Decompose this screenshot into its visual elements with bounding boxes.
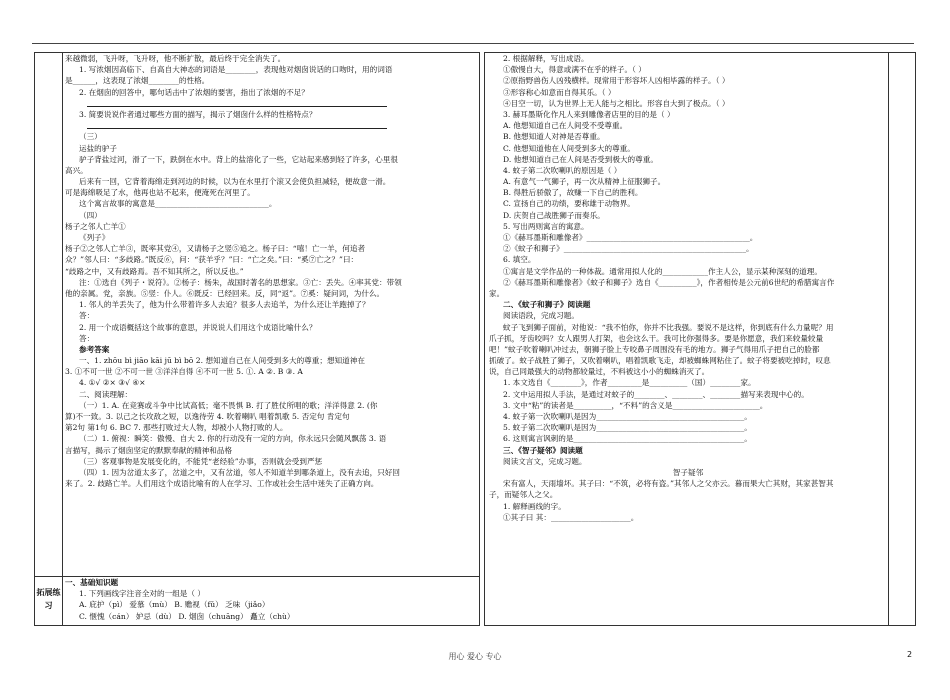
section-heading: 三、《智子疑邻》阅读题 xyxy=(503,445,583,455)
answer-line: 第2句 第1句 6. BC 7. 那些打败过大人物，却被小人物打败的人。 xyxy=(65,423,288,433)
passage-line: 吧！”蚊子吹着喇叭冲过去，朝狮子脸上专咬鼻子周围没有毛的地方。狮子气得用爪子把自己的脸都 xyxy=(489,344,820,354)
notes: 注：①选自《列子・说符》。②杨子：杨朱，战国时著名的思想家。③亡：丢失。④率其党：带领 xyxy=(79,277,402,287)
right-column xyxy=(484,52,916,626)
left-side-cell-extension xyxy=(35,576,63,626)
basic-knowledge-heading: 一、基础知识题 xyxy=(65,578,119,587)
question-5: 5. 写出两则寓言的寓意。 xyxy=(503,221,589,231)
question-5: 5. 蚊子第二次吹喇叭是因为_______________________________________。 xyxy=(503,423,752,433)
left-side-cell xyxy=(35,53,63,576)
question-2: 2. 在烟囱的回答中，哪句话击中了浓烟的要害，指出了浓烟的不足？ xyxy=(79,87,309,97)
right-text xyxy=(489,53,887,523)
option-a: A. 有意气一气狮子，再一次从精神上征服狮子。 xyxy=(503,177,666,187)
question-2: 2. 文中运用拟人手法，是通过对蚊子的________、________、________描写来表现中心的。 xyxy=(503,389,809,399)
option-c: C. 宣扬自己的功绩，要称雄于动物界。 xyxy=(503,199,635,209)
text-line: ②《赫耳墨斯和雕像者》《蚊子和狮子》选自《__________》，作者相传是公元前6世纪的希腊寓言作 xyxy=(503,277,835,287)
question-1: 1. 下列画线字注音全对的一组是（ ） xyxy=(79,589,205,599)
passage-title: 智子疑邻 xyxy=(672,467,704,477)
text-line: 驴子背盐过河，滑了一下，跌倒在水中。背上的盐溶化了一些，它站起来感到轻了许多，心里很 xyxy=(79,154,398,164)
answer-line: 一、1. zhōu bì jiāo kāi jū bì bō 2. 想知道自己在人间受到多大的尊重；想知道神在 xyxy=(79,356,365,366)
section-number: （四） xyxy=(79,210,102,220)
right-side-cell xyxy=(888,53,915,625)
text-line: 是______，这表现了浓烟________的性格。 xyxy=(65,76,210,86)
text-line: 家。 xyxy=(489,288,505,298)
extension-practice xyxy=(65,577,475,622)
text-line: ③形容称心如意而自得其乐。（ ） xyxy=(503,87,616,97)
question-1: 1. 解释画线的字。 xyxy=(503,501,566,511)
text-line: ②《蚊子和狮子》________________________________________________。 xyxy=(503,244,754,254)
text-line: ④目空一切，认为世界上无人能与之相比。形容自大到了极点。（ ） xyxy=(503,98,730,108)
text-line: 杨子②之邻人亡羊③，既率其党④，又请杨子之竖⑤追之。杨子曰：“嘻！亡一羊，何追者 xyxy=(65,244,366,254)
question-6: 6. 这则寓言讽刺的是_____________________________________________。 xyxy=(503,434,752,444)
option-row: A. 庇护（pì） 爱慕（mù） B. 赡视（fǔ） 乏味（jiǎo） xyxy=(79,600,270,610)
instruction: 阅读语段，完成习题。 xyxy=(503,311,579,321)
text-line: ②原指野兽伤人凶残横样。现常用于形容坏人凶相毕露的样子。（ ） xyxy=(503,76,730,86)
passage-line: 说，自己同最强大的动物都较量过，不料被这小小的蜘蛛消灭了。 xyxy=(489,367,710,377)
answer-line: （一）1. A. 在竞赛或斗争中比试高低；毫不畏惧 B. 打了胜仗所唱的歌；洋洋得意 2. (你 xyxy=(79,400,378,410)
text-line: “歧路之中，又有歧路焉。吾不知其所之，所以反也。” xyxy=(65,266,244,276)
question-3: 3. 文中“粘”的读者是__________，“不料”的含义是_______________________。 xyxy=(503,400,768,410)
page-number: 2 xyxy=(907,650,913,659)
text-line: 众？”邻人曰：“多歧路。”既反⑥，问：“获羊乎？”曰：“亡之矣。”曰：“奚⑦亡之？”曰： xyxy=(65,255,359,265)
answer-line: 二、阅读理解： xyxy=(79,389,133,399)
instruction: 阅读文言文，完成习题。 xyxy=(503,456,587,466)
text-line: 后来有一回，它背着海绵走到河边的时候，以为在水里打个滚又会使负担减轻，便故意一滑。 xyxy=(79,177,391,187)
option-d: D. 庆贺自己战胜狮子而奏乐。 xyxy=(503,210,605,220)
answer-line: 3. ①不可一世 ②不可一世 ③洋洋自得 ④不可一世 5. ①. A ②. B ③. A xyxy=(65,367,303,377)
text-line: ①寓言是文学作品的一种体裁。通常用拟人化的____________作主人公，显示某种深刻的道理。 xyxy=(503,266,822,276)
answer-line xyxy=(65,120,475,131)
text-line: 高兴。 xyxy=(65,165,88,175)
story-source: 《列子》 xyxy=(79,233,110,242)
question-4: 4. 蚊子第二次吹喇叭的原因是（ ） xyxy=(503,165,622,175)
question-6: 6. 填空。 xyxy=(503,255,536,265)
question-moral: 这个寓言故事的寓意是______________________________。 xyxy=(79,199,277,209)
question-4: 4. 蚊子第一次吹喇叭是因为_______________________________________。 xyxy=(503,412,752,421)
answer-line xyxy=(65,98,475,109)
reference-answers-heading: 参考答案 xyxy=(79,344,110,354)
section-number: （三） xyxy=(79,132,102,142)
question-1: 1. 本文选自《________》，作者_________是__________（国）________家。 xyxy=(503,378,756,388)
answer-line: （四）1. 因为岔道太多了，岔道之中，又有岔道，邻人不知道羊到哪条道上，没有去追，只好回 xyxy=(79,467,400,477)
option-d: D. 他想知道自己在人间是否受到极大的尊重。 xyxy=(503,154,658,164)
answer-line: 算)不一致。3. 以己之长攻敌之短，以逸待劳 4. 吹着喇叭 唱着凯歌 5. 否定句 肯定句 xyxy=(65,412,350,421)
story-title: 运盐的驴子 xyxy=(79,143,117,153)
text-line: ①《赫耳墨斯和雕像者》___________________________________________。 xyxy=(503,233,758,242)
question-3: 3. 简要说说作者通过哪些方面的描写，揭示了烟囱什么样的性格特点？ xyxy=(79,109,317,119)
notes: 他的亲属。党，亲族。⑤竖：仆人。⑥既反：已经回来。反，同“返”。⑦奚：疑问词，为什么。 xyxy=(65,288,385,298)
extension-practice-label: 拓展练习 xyxy=(36,588,61,610)
story-title: 杨子之邻人亡羊① xyxy=(65,221,126,231)
passage-line: 蚊子飞到狮子面前，对他说：“我不怕你，你并不比我强。要说不是这样，你到底有什么力量呢？用 xyxy=(503,322,834,332)
option-row: C. 惬愧（cán） 妒忌（dù） D. 烟囱（chuāng） 矗立（chù） xyxy=(79,611,295,621)
text-line: 来越微弱，飞升呀，飞升呀，他不断扩散，最后终于完全消失了。 xyxy=(65,54,286,63)
question-1: 1. 写浓烟因高临下、自高自大神态的词语是________，表现他对烟囱说话的口吻时，用的词语 xyxy=(79,65,393,75)
passage-line: 子，而疑邻人之父。 xyxy=(489,490,558,500)
option-b: B. 得胜后骄傲了，故赚一下自己的胜利。 xyxy=(503,188,643,198)
text-line: ①傲慢自大，得意或满不在乎的样子。（ ） xyxy=(503,65,646,75)
text-line: 可是海绵吸足了水，他再也站不起来，便淹死在河里了。 xyxy=(65,188,255,198)
left-text xyxy=(65,53,475,489)
passage-line: 爪子抓，牙齿咬吗？女人跟男人打架，也会这么干。我可比你强得多。要是你愿意，我们来较量较量 xyxy=(489,333,824,343)
question-1: 1. 邻人的羊丢失了，他为什么带着许多人去追？很多人去追羊，为什么还让羊跑掉了？ xyxy=(79,300,370,310)
header-rule xyxy=(32,43,914,44)
left-column xyxy=(34,52,480,626)
answer-prompt: 答： xyxy=(79,333,95,343)
answer-prompt: 答： xyxy=(79,311,95,321)
passage-line: 抓破了。蚊子战胜了狮子，又吹着喇叭，唱着凯歌飞走，却被蜘蛛网粘住了。蚊子将要被吃掉时，叹息 xyxy=(489,356,831,366)
question-3: 3. 赫耳墨斯化作凡人来到雕像者店里的目的是（ ） xyxy=(503,109,675,119)
option-a: A. 他想知道自己在人间受不受尊重。 xyxy=(503,121,628,131)
option-c: C. 他想知道他在人间受到多大的尊重。 xyxy=(503,143,635,153)
answer-line: （二）1. 俯视：瞬笑：傲慢、自大 2. 你的行动没有一定的方向，你永远只会随风飘荡 3. 语 xyxy=(79,434,387,444)
text-line: ①其子曰 其：_____________________。 xyxy=(503,512,639,522)
page-footer: 用心 爱心 专心 xyxy=(448,652,502,661)
option-b: B. 他想知道人对神是否尊重。 xyxy=(503,132,605,142)
answer-line: （三）客观事物是发展变化的，不能凭“老经验”办事，否则就会受到严惩 xyxy=(79,456,323,466)
answer-line: 言描写，揭示了烟囱坚定的默默奉献的精神和品格 xyxy=(65,445,233,455)
answer-line: 4. ①√ ②× ③√ ④× xyxy=(79,378,146,388)
answer-line: 来了。2. 歧路亡羊。人们用这个成语比喻有的人在学习、工作或社会生活中迷失了正确方向。 xyxy=(65,479,379,489)
section-heading: 二、《蚊子和狮子》阅读题 xyxy=(503,300,591,310)
question-2: 2. 根据解释，写出成语。 xyxy=(503,54,589,63)
passage-line: 宋有富人，天雨墙坏。其子曰：“不筑，必将有盗。”其邻人之父亦云。暮而果大亡其财，其家甚智其 xyxy=(503,479,834,489)
question-2: 2. 用一个成语概括这个故事的意思，并说说人们用这个成语比喻什么？ xyxy=(79,322,317,332)
